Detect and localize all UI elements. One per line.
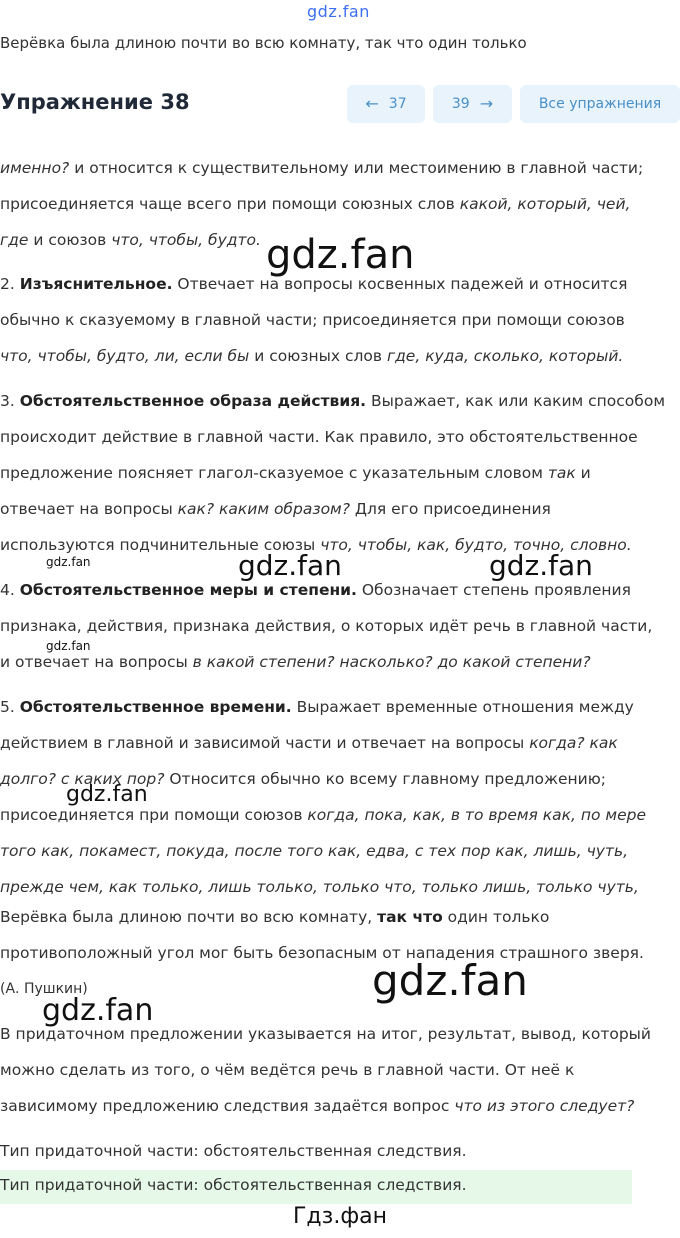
text-line: долго? с каких пор? Относится обычно ко всему главному предложению; xyxy=(0,770,607,788)
watermark: gdz.fan xyxy=(46,639,91,653)
text-line: 2. Изъяснительное. Отвечает на вопросы косвенных падежей и относится xyxy=(0,275,628,293)
text-line: присоединяется при помощи союзов когда, пока, как, в то время как, по мере xyxy=(0,806,647,824)
text-line: можно сделать из того, о чём ведётся речь в главной части. От неё к xyxy=(0,1061,575,1079)
prev-exercise-label: 37 xyxy=(388,96,407,112)
text-line: признака, действия, признака действия, о которых идёт речь в главной части, xyxy=(0,617,653,635)
page-title: Упражнение 38 xyxy=(0,90,190,114)
example-line: противоположный угол мог быть безопасным от нападения страшного зверя. xyxy=(0,944,644,962)
intro-text: Верёвка была длиною почти во всю комнату, так что один только xyxy=(0,34,527,52)
text-line: 5. Обстоятельственное времени. Выражает временные отношения между xyxy=(0,698,634,716)
text-line: прежде чем, как только, лишь только, только что, только лишь, только чуть, xyxy=(0,878,639,896)
all-exercises-button[interactable] xyxy=(520,85,680,123)
watermark: gdz.fan xyxy=(372,956,528,1005)
watermark: gdz.fan xyxy=(489,549,593,582)
text-line: используются подчинительные союзы что, чтобы, как, будто, точно, словно. xyxy=(0,536,632,554)
text-line: отвечает на вопросы как? каким образом? Для его присоединения xyxy=(0,500,551,518)
prev-exercise-button[interactable] xyxy=(347,85,425,123)
text-line: обычно к сказуемому в главной части; присоединяется при помощи союзов xyxy=(0,311,625,329)
exercise-header xyxy=(0,76,680,134)
text-line: 4. Обстоятельственное меры и степени. Обозначает степень проявления xyxy=(0,581,631,599)
answer-type-highlighted: Тип придаточной части: обстоятельственная следствия. xyxy=(0,1176,467,1194)
text-line: происходит действие в главной части. Как правило, это обстоятельственное xyxy=(0,428,638,446)
watermark: gdz.fan xyxy=(266,232,415,278)
text-line: В придаточном предложении указывается на итог, результат, вывод, который xyxy=(0,1025,651,1043)
arrow-right-icon: → xyxy=(479,94,494,113)
watermark: gdz.fan xyxy=(66,782,148,807)
text-line: действием в главной и зависимой части и отвечает на вопросы когда? как xyxy=(0,734,618,752)
answer-type-line: Тип придаточной части: обстоятельственная следствия. xyxy=(0,1142,467,1160)
text-line: того как, покамест, покуда, после того как, едва, с тех пор как, лишь, чуть, xyxy=(0,842,629,860)
next-exercise-label: 39 xyxy=(451,96,470,112)
watermark: gdz.fan xyxy=(46,555,91,569)
site-watermark-top: gdz.fan xyxy=(307,2,370,21)
text-line: присоединяется чаще всего при помощи союзных слов какой, который, чей, xyxy=(0,195,631,213)
text-line: предложение поясняет глагол-сказуемое с указательным словом так и xyxy=(0,464,591,482)
text-line: именно? и относится к существительному или местоимению в главной части; xyxy=(0,159,644,177)
site-footer-brand: Гдз.фан xyxy=(293,1204,387,1229)
next-exercise-button[interactable] xyxy=(433,85,512,123)
watermark: gdz.fan xyxy=(238,549,342,582)
text-line: где и союзов что, чтобы, будто. xyxy=(0,231,261,249)
text-line: и отвечает на вопросы в какой степени? насколько? до какой степени? xyxy=(0,653,591,671)
watermark: gdz.fan xyxy=(42,993,154,1028)
arrow-left-icon: ← xyxy=(365,94,379,113)
all-exercises-label: Все упражнения xyxy=(538,96,662,112)
example-line: Верёвка была длиною почти во всю комнату, так что один только xyxy=(0,908,550,926)
example-author: (А. Пушкин) xyxy=(0,981,88,997)
text-line: 3. Обстоятельственное образа действия. Выражает, как или каким способом xyxy=(0,392,666,410)
text-line: зависимому предложению следствия задаётся вопрос что из этого следует? xyxy=(0,1097,635,1115)
text-line: что, чтобы, будто, ли, если бы и союзных слов где, куда, сколько, который. xyxy=(0,347,624,365)
